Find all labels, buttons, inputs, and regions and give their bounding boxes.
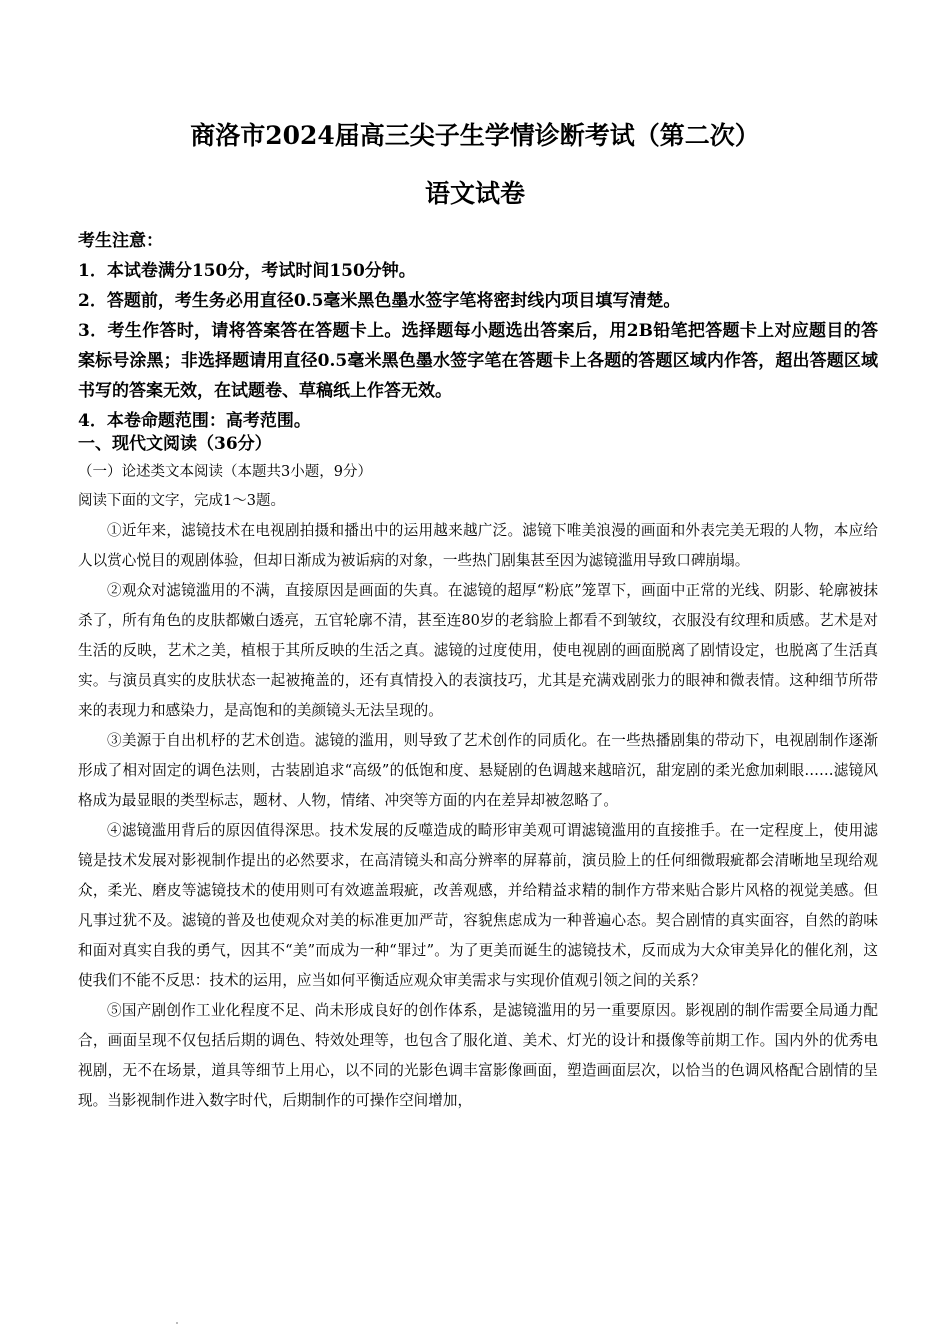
reading-passage [78, 516, 878, 1116]
notice-heading: 考生注意： [78, 231, 163, 251]
notice-block [78, 226, 878, 436]
passage-paragraph-5: ⑤国产剧创作工业化程度不足、尚未形成良好的创作体系，是滤镜滥用的另一重要原因。影视剧的制作需要全局通力配合，画面呈现不仅包括后期的调色、特效处理等，也包含了服化道、美术、灯光的设计和摄像等前期工作。国内外的优秀电视剧，无不在场景，道具等细节上用心，以不同的光影色调丰富影像画面，塑造画面层次，以恰当的色调风格配合剧情的呈现。当影视制作进入数字时代，后期制作的可操作空间增加， [78, 1002, 878, 1109]
notice-item-1: 1．本试卷满分150分，考试时间150分钟。 [78, 261, 416, 281]
passage-paragraph-4: ④滤镜滥用背后的原因值得深思。技术发展的反噬造成的畸形审美观可谓滤镜滥用的直接推手。在一定程度上，使用滤镜是技术发展对影视制作提出的必然要求，在高清镜头和高分辨率的屏幕前，演员脸上的任何细微瑕疵都会清晰地呈现给观众，柔光、磨皮等滤镜技术的使用则可有效遮盖瑕疵，改善观感，并给精益求精的制作方带来贴合影片风格的视觉美感。但凡事过犹不及。滤镜的普及也使观众对美的标准更加严苛，容貌焦虑成为一种普遍心态。契合剧情的真实面容，自然的韵味和面对真实自我的勇气，因其不“美”而成为一种“罪过”。为了更美而诞生的滤镜技术，反而成为大众审美异化的催化剂，这使我们不能不反思：技术的运用，应当如何平衡适应观众审美需求与实现价值观引领之间的关系？ [78, 822, 878, 989]
exam-subtitle: 语文试卷 [424, 179, 525, 208]
exam-title: 商洛市2024届高三尖子生学情诊断考试（第二次） [190, 121, 760, 150]
passage-paragraph-2: ②观众对滤镜滥用的不满，直接原因是画面的失真。在滤镜的超厚“粉底”笼罩下，画面中正常的光线、阴影、轮廓被抹杀了，所有角色的皮肤都嫩白透亮，五官轮廓不清，甚至连80岁的老翁脸上都看不到皱纹，衣服没有纹理和质感。艺术是对生活的反映，艺术之美，植根于其所反映的生活之真。滤镜的过度使用，使电视剧的画面脱离了剧情设定，也脱离了生活真实。与演员真实的皮肤状态一起被掩盖的，还有真情投入的表演技巧，尤其是充满戏剧张力的眼神和微表情。这种细节所带来的表现力和感染力，是高饱和的美颜镜头无法呈现的。 [78, 582, 878, 719]
section-title: 一、现代文阅读（36分） [78, 434, 272, 454]
section-subtitle: （一）论述类文本阅读（本题共3小题，9分） [78, 464, 372, 480]
page-mark [176, 1322, 178, 1324]
passage-paragraph-3: ③美源于自出机杼的艺术创造。滤镜的滥用，则导致了艺术创作的同质化。在一些热播剧集的带动下，电视剧制作逐渐形成了相对固定的调色法则，古装剧追求“高级”的低饱和度、悬疑剧的色调越来越暗沉，甜宠剧的柔光愈加刺眼……滤镜风格成为最显眼的类型标志，题材、人物，情绪、冲突等方面的内在差异却被忽略了。 [78, 732, 878, 809]
notice-item-2: 2．答题前，考生务必用直径0.5毫米黑色墨水签字笔将密封线内项目填写清楚。 [78, 291, 681, 311]
passage-paragraph-1: ①近年来，滤镜技术在电视剧拍摄和播出中的运用越来越广泛。滤镜下唯美浪漫的画面和外表完美无瑕的人物，本应给人以赏心悦目的观剧体验，但却日渐成为被诟病的对象，一些热门剧集甚至因为滤镜滥用导致口碑崩塌。 [78, 522, 878, 569]
notice-item-4: 4．本卷命题范围：高考范围。 [78, 411, 311, 431]
notice-item-3: 3．考生作答时，请将答案答在答题卡上。选择题每小题选出答案后，用2B铅笔把答题卡上对应题目的答案标号涂黑；非选择题请用直径0.5毫米黑色墨水签字笔在答题卡上各题的答题区域内作答，超出答题区域书写的答案无效，在试题卷、草稿纸上作答无效。 [78, 321, 878, 401]
section-instruction: 阅读下面的文字，完成1～3题。 [78, 493, 285, 509]
